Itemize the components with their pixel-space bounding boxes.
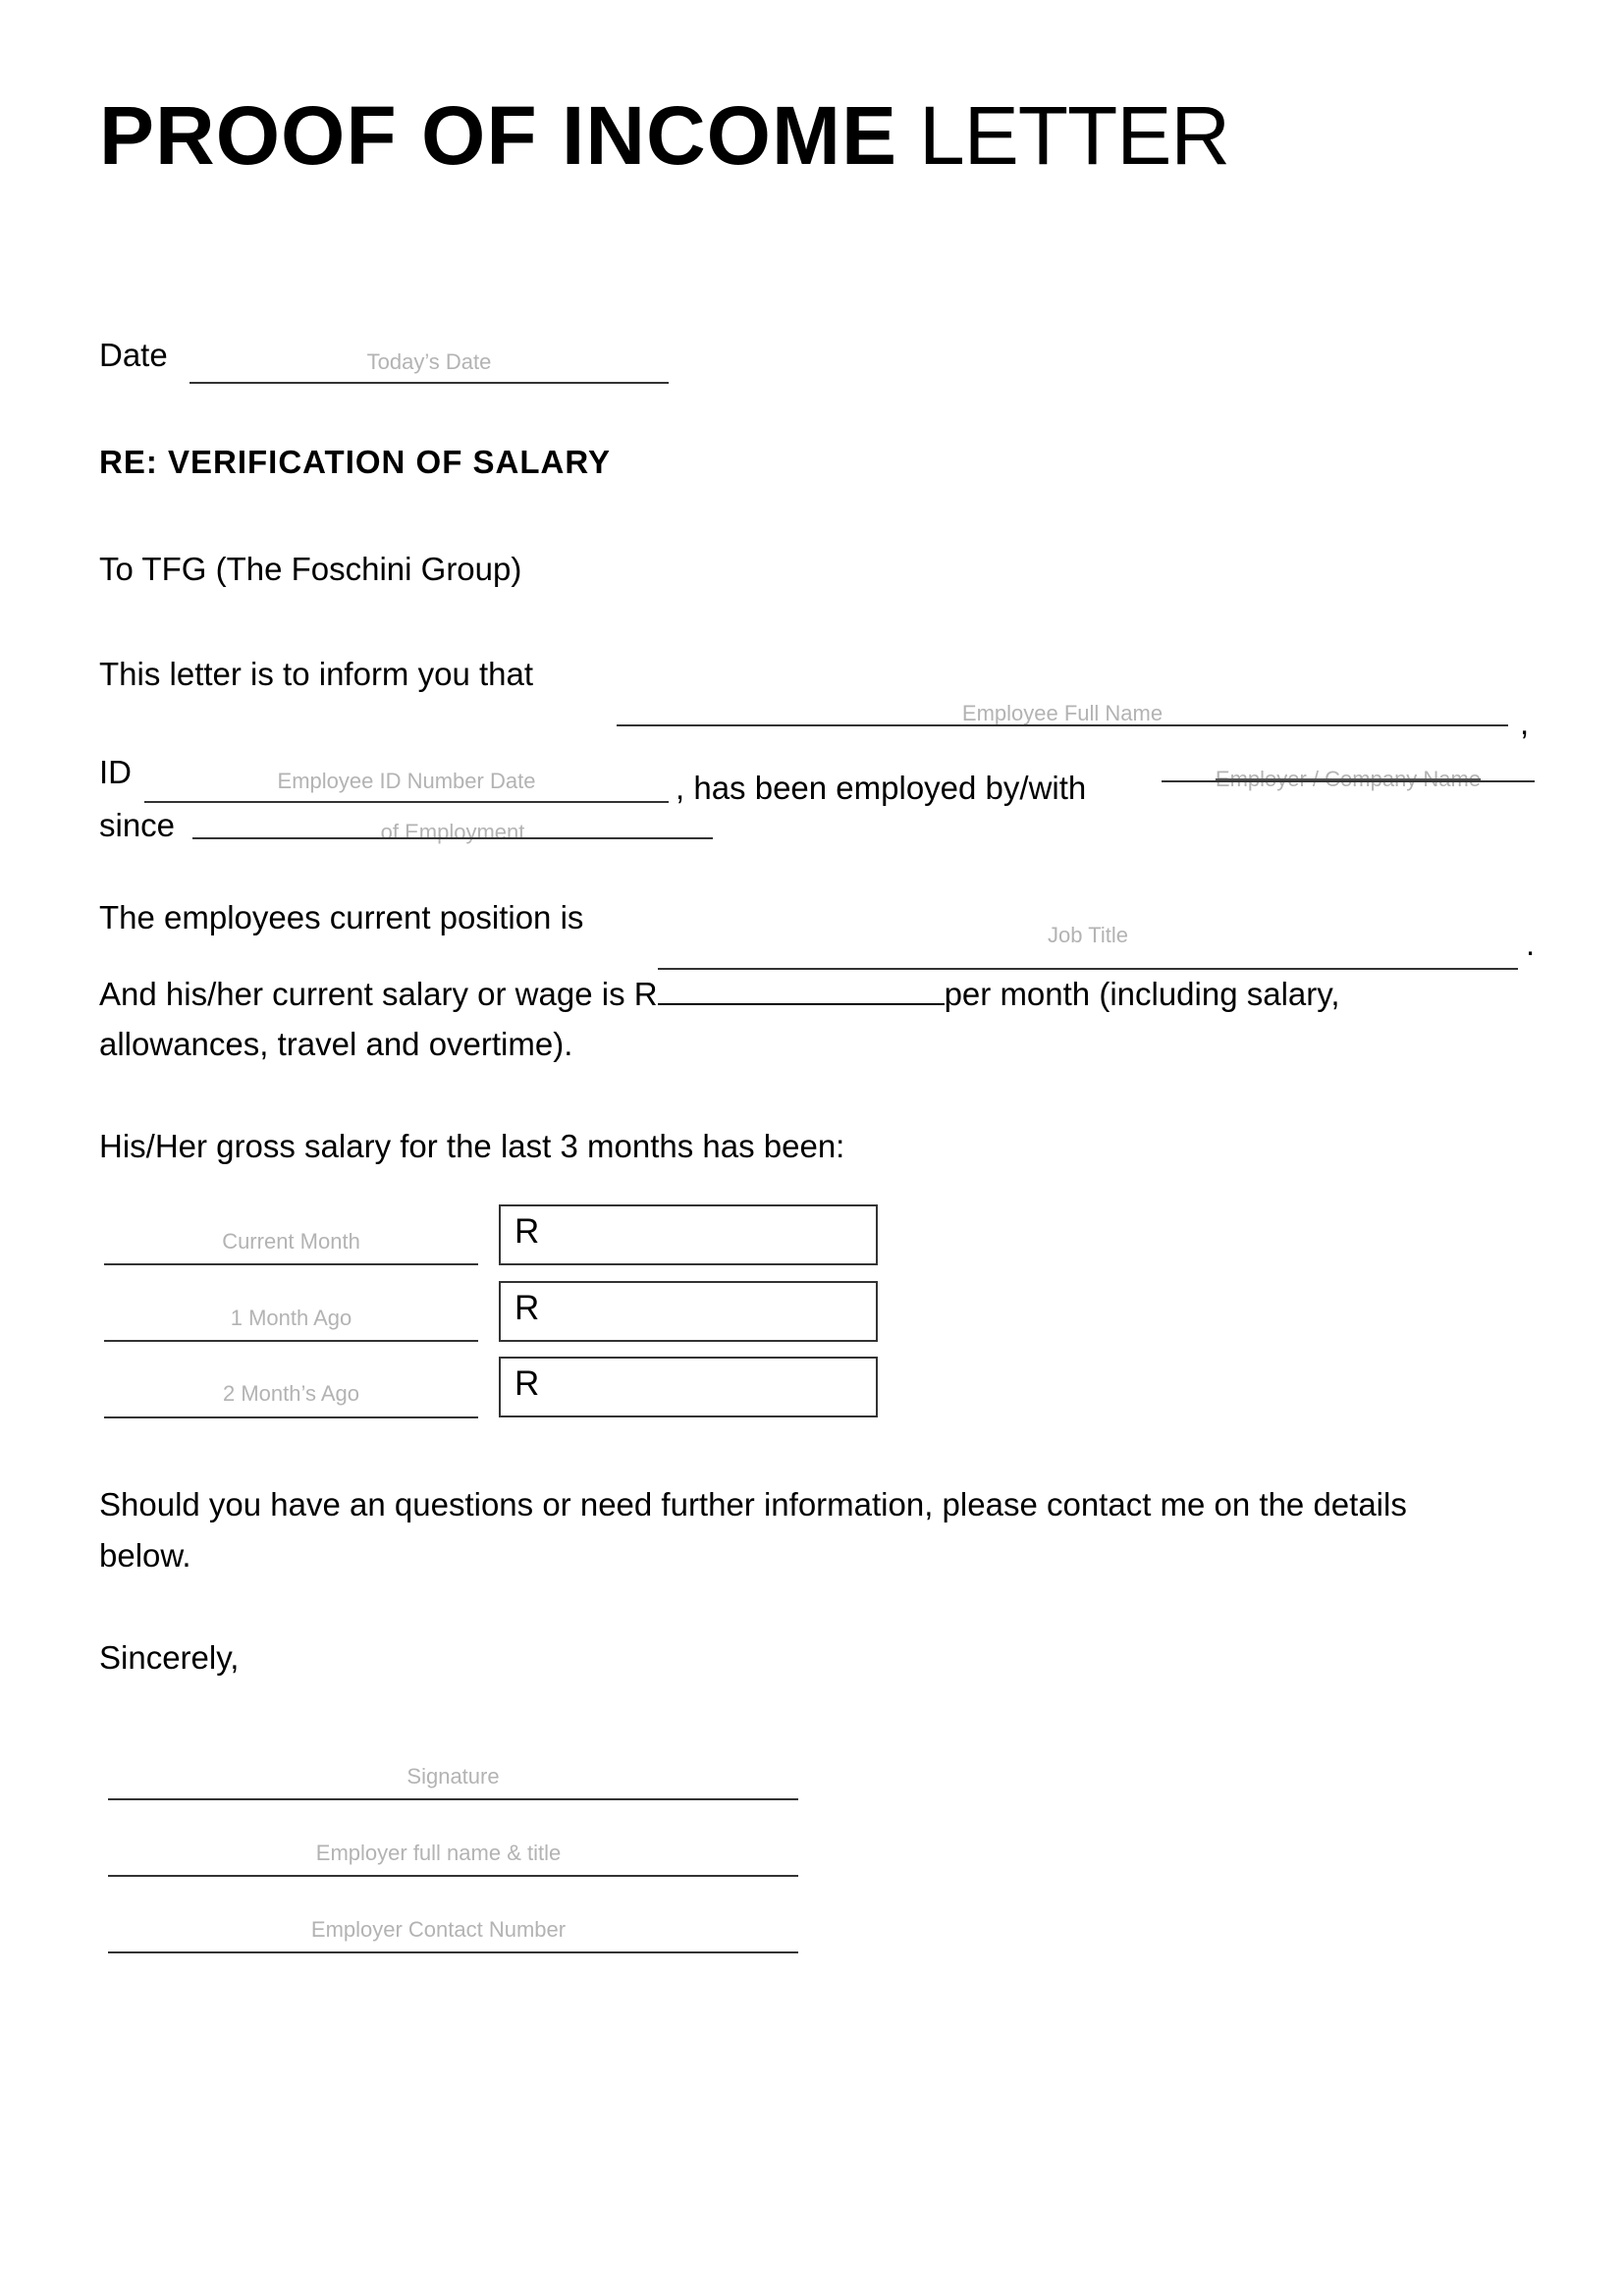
- closing-line-1: Should you have an questions or need further information, please contact me on the details: [99, 1486, 1407, 1522]
- one-month-ago-amount-box[interactable]: [499, 1281, 878, 1342]
- employer-contact-field[interactable]: [108, 1951, 798, 1953]
- id-number-field[interactable]: [144, 801, 669, 803]
- id-label: ID: [99, 754, 132, 790]
- employer-contact-label: Employer Contact Number: [310, 1917, 567, 1942]
- currency-symbol: R: [514, 1289, 540, 1327]
- signature-field[interactable]: [108, 1798, 798, 1800]
- recipient-line: To TFG (The Foschini Group): [99, 551, 522, 587]
- two-months-ago-label: 2 Month’s Ago: [222, 1381, 360, 1406]
- current-month-label: Current Month: [222, 1229, 360, 1254]
- date-placeholder: Today’s Date: [366, 349, 492, 374]
- employer-name-title-label: Employer full name & title: [315, 1841, 562, 1865]
- salary-text-end: per month (including salary,: [944, 976, 1340, 1012]
- employee-name-field[interactable]: [617, 724, 1508, 726]
- employment-date-field[interactable]: [192, 837, 713, 839]
- salary-line-2: allowances, travel and overtime).: [99, 1026, 573, 1062]
- intro-comma: ,: [1520, 705, 1530, 741]
- employer-name-field[interactable]: [1162, 780, 1535, 782]
- currency-symbol: R: [514, 1364, 540, 1403]
- job-title-placeholder: Job Title: [1048, 923, 1128, 947]
- two-months-ago-amount-box[interactable]: [499, 1357, 878, 1417]
- currency-symbol: R: [514, 1212, 540, 1251]
- closing-line-2: below.: [99, 1537, 191, 1574]
- position-text: The employees current position is: [99, 899, 584, 935]
- two-months-ago-field[interactable]: [104, 1416, 478, 1418]
- employer-placeholder: Employer / Company Name: [1215, 767, 1482, 791]
- job-title-field[interactable]: [658, 968, 1518, 970]
- gross-salary-intro: His/Her gross salary for the last 3 months has been:: [99, 1128, 845, 1164]
- since-placeholder: of Employment: [380, 820, 525, 844]
- one-month-ago-field[interactable]: [104, 1340, 478, 1342]
- signature-label: Signature: [406, 1764, 500, 1789]
- salary-text-start: And his/her current salary or wage is R: [99, 976, 658, 1012]
- one-month-ago-label: 1 Month Ago: [230, 1306, 352, 1330]
- current-month-field[interactable]: [104, 1263, 478, 1265]
- date-field[interactable]: [189, 382, 669, 384]
- salary-line-1: [99, 974, 1340, 1014]
- intro-text: This letter is to inform you that: [99, 656, 534, 692]
- title-light: LETTER: [919, 89, 1230, 182]
- document-title: [99, 86, 1229, 185]
- sign-off: Sincerely,: [99, 1639, 240, 1676]
- employer-name-title-field[interactable]: [108, 1875, 798, 1877]
- subject-heading: RE: VERIFICATION OF SALARY: [99, 444, 611, 480]
- position-period: .: [1526, 926, 1536, 962]
- salary-amount-field[interactable]: [658, 974, 945, 1005]
- title-bold: PROOF OF INCOME: [99, 89, 897, 182]
- since-label: since: [99, 807, 176, 843]
- current-month-amount-box[interactable]: [499, 1204, 878, 1265]
- id-placeholder: Employee ID Number Date: [277, 769, 536, 793]
- date-label: Date: [99, 337, 168, 373]
- employed-text: , has been employed by/with: [676, 770, 1087, 806]
- employee-name-placeholder: Employee Full Name: [961, 701, 1164, 725]
